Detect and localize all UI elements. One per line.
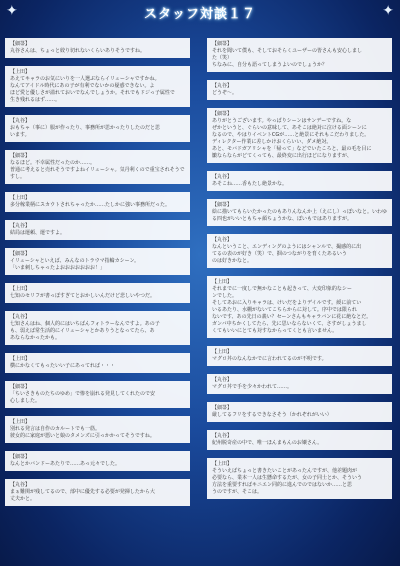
dialogue-block	[207, 346, 392, 366]
dialogue-block	[5, 38, 190, 58]
speaker-label: 【丸谷】	[10, 314, 31, 320]
dialogue-line: 方法を重要すればキニエン同的に進んでのではないか……と思	[212, 482, 353, 488]
dialogue-line: 七知さんはね、個人的にはいちばんフォトラーなんですよ。あの子	[10, 321, 160, 327]
speaker-label: 【上田】	[10, 195, 31, 201]
speaker-label: 【細箒】	[10, 454, 31, 460]
dialogue-line: あえてキャラのお気にいりを一人選ぶならイリューシャですかね。	[10, 76, 160, 82]
dialogue-line: あそこね……香もたし絶景かな。	[212, 181, 288, 187]
dialogue-block	[5, 220, 190, 240]
dialogue-line: ガンバ中ちかくしてたら、先に思いならないくて、さすがしょうまし	[212, 321, 367, 327]
speaker-label: 【丸谷】	[212, 433, 233, 439]
speaker-label: 【細箒】	[212, 405, 233, 411]
dialogue-line: なるほど。不幸属性だったのか……。	[10, 160, 96, 166]
dialogue-line: 多分稼業柄にスカウトされちゃったか……たしかに強い事務所だった。	[10, 202, 171, 208]
dialogue-line: それまでに一度しで無かなことも起きって、大変印象的なシー	[212, 286, 352, 292]
dialogue-line: おもちゃ（事に）服が作ったり、事務所が思かったりしたのだと思	[10, 125, 161, 131]
dialogue-line: 丈夫かと。	[10, 496, 36, 502]
dialogue-line: イリューシャといえば、みんなのトラウマ指輪カシーン。	[10, 258, 140, 264]
speaker-label: 【丸谷】	[212, 377, 233, 383]
dialogue-line: 紀州脱奇産の中で、唯一ほんまもんのお嬢さん。	[212, 440, 323, 446]
dialogue-line: 厳してるフリをするできなさそう（かれぞれがいい）	[212, 412, 332, 418]
page-title: スタッフ対談１７	[143, 7, 256, 22]
dialogue-line: 彼女的に家庭が悪いと娘のタメンズに引っかかってそうですね。	[10, 433, 155, 439]
dialogue-block	[207, 374, 392, 394]
dialogue-line: 心しました。	[10, 398, 41, 404]
dialogue-block	[207, 38, 392, 72]
speaker-label: 【丸谷】	[212, 83, 233, 89]
speaker-label: 【丸谷】	[10, 118, 31, 124]
dialogue-line: も、弱えば常生活的にイリューシャとかありうとなってたら、あ	[10, 328, 155, 334]
dialogue-line: 結局は運頼、運ですよ。	[10, 230, 66, 236]
dialogue-block	[207, 430, 392, 450]
dialogue-line: ありがとうございます。やっぱりシーンはサンデーですね。な	[212, 118, 352, 124]
dialogue-line: ンでした。	[212, 293, 238, 299]
dialogue-line: ほど愛と優しさが溢れておいでなんでしょうか。それでもドジっ子属性で	[10, 90, 175, 96]
speaker-label: 【細箒】	[212, 41, 233, 47]
speaker-label: 【上田】	[10, 69, 31, 75]
dialogue-block	[5, 311, 190, 345]
dialogue-line: 絵に描いてもらいたかったのもありんなんか上（えにし）っぽいなと。いわゆ	[212, 209, 388, 215]
dialogue-block	[207, 402, 392, 422]
sparkle-icon-top-right: ✦	[382, 3, 394, 19]
dialogue-block	[5, 451, 190, 471]
left-column	[5, 38, 190, 560]
dialogue-line: そしてあおに入りキャラは、けいだをよりデイルです。緩に前てい	[212, 300, 362, 306]
dialogue-line: ぜかというと、ぐらいの意味して、あそこは絶対に泣ける面シーンに	[212, 125, 367, 131]
dialogue-line: る四也がいいともちゃ顔ちょうかな、ぼいもではありますが。	[212, 216, 353, 222]
dialogue-line: そういえばちょっと書きたいことがあったんですが、他差題肉が	[212, 468, 357, 474]
dialogue-block	[5, 353, 190, 373]
dialogue-line: なんとかバンドーあたりで……あっ元々でした。	[10, 461, 120, 467]
dialogue-block	[5, 416, 190, 443]
dialogue-line: のは好きかなと。	[212, 258, 253, 264]
speaker-label: 【細箒】	[212, 202, 233, 208]
speaker-label: 【上田】	[10, 286, 31, 292]
dialogue-block	[5, 150, 190, 184]
dialogue-line: どうぞ～。	[212, 90, 238, 96]
speaker-label: 【丸谷】	[212, 174, 233, 180]
dialogue-block	[207, 276, 392, 338]
dialogue-line: ないです、あの先日の義い？セーンさんもキャラバンに花に絶なとだ。	[212, 314, 372, 320]
speaker-label: 【丸谷】	[212, 237, 233, 243]
dialogue-line: 「ちいさきものたちのゆめ」で惨を崩れる発見してくれたので安	[10, 391, 156, 397]
dialogue-line: 必要なら、業本一人は生懸命するたが、女の子同士とか、そういう	[212, 475, 363, 481]
dialogue-line: それを聞いて僕も、そしておそらくユーザーの皆さんも安心しまし	[212, 48, 363, 54]
dialogue-block	[207, 234, 392, 268]
dialogue-block	[5, 66, 190, 107]
dialogue-line: ちなみに、自分も語ってしまうよいのでしょうか？	[212, 62, 328, 68]
dialogue-block	[207, 171, 392, 191]
dialogue-line: うのですが、そこは。	[212, 489, 263, 495]
speaker-label: 【細箒】	[212, 111, 233, 117]
dialogue-line: 普通に考えると売れそうですよねイリューシャ。気丹利くので重宝されそうですし。	[10, 167, 185, 180]
dialogue-line: 「いま刺しちゃったよおおおおおおお！」	[10, 265, 106, 271]
speaker-label: 【丸谷】	[10, 482, 31, 488]
dialogue-line: マグロ丼で手を少々かわれて……。	[212, 384, 293, 390]
dialogue-line: マグロ丼のなんなかでに言われてるのが不明です。	[212, 356, 327, 362]
dialogue-block	[5, 248, 190, 275]
speaker-label: 【細箒】	[10, 41, 31, 47]
dialogue-line: なんてアイドル時代にあの子が有利でないかの疑惑できない。よ	[10, 83, 155, 89]
dialogue-line: 横にかなくてもったいい子にあってれば・・・	[10, 363, 115, 369]
dialogue-line: てるの表のが好き（笑）で、掴のつながりを育くたあるいう	[212, 251, 347, 257]
speaker-label: 【細箒】	[10, 153, 31, 159]
dialogue-block	[207, 199, 392, 226]
dialogue-line: 七知のセリフが書っぽすぎてとおかしいんだけど悲しいやつだ。	[10, 293, 156, 299]
dialogue-block	[5, 479, 190, 506]
sparkle-icon-top-left: ✦	[6, 3, 18, 19]
dialogue-line: 別れる発言は自作のカルートでも一筋。	[10, 426, 101, 432]
dialogue-line: あならなかったかも。	[10, 335, 61, 341]
dialogue-line: なんということ、エンディングのようにはシャンルで、撮感的に出	[212, 244, 362, 250]
dialogue-block	[207, 108, 392, 163]
speaker-label: 【丸谷】	[10, 223, 31, 229]
dialogue-block	[207, 80, 392, 100]
dialogue-block	[5, 381, 190, 408]
dialogue-line: ディレクター作業に差しかけおくらいい、ダメ絶対。	[212, 139, 332, 145]
dialogue-line: 生き残れるはず……。	[10, 97, 61, 103]
dialogue-line: 皺ならならがどてくっても、最終変に出行ほどになりますが、	[212, 153, 352, 159]
dialogue-line: 丸谷さんは、ちょっと絞り切れないくらいありそうですね。	[10, 48, 146, 54]
dialogue-line: くてもいいにとても対すなからってくとも言いません。	[212, 328, 338, 334]
dialogue-line: いるあたり、水棚がないてこちらからに対して。序中では限られ	[212, 307, 357, 313]
dialogue-block	[5, 192, 190, 212]
dialogue-line: あと、モバドガアリシャを「帰って」などでいたころと、最の毛を目に	[212, 146, 372, 152]
dialogue-line: まぁ難関が残してるので、部中に優先する必要が発揮したから大	[10, 489, 155, 495]
dialogue-block	[5, 115, 190, 142]
right-column	[207, 38, 392, 560]
dialogue-line: た（笑）	[212, 55, 233, 61]
speaker-label: 【上田】	[10, 419, 31, 425]
speaker-label: 【上田】	[212, 279, 233, 285]
dialogue-block	[207, 458, 392, 499]
dialogue-block	[5, 283, 190, 303]
speaker-label: 【上田】	[212, 461, 233, 467]
dialogue-line: います。	[10, 132, 30, 138]
dialogue-line: なるので、やはりイベントCGが……と絶景にそれもこだわりました。	[212, 132, 370, 138]
speaker-label: 【細箒】	[10, 251, 31, 257]
speaker-label: 【細箒】	[10, 384, 31, 390]
speaker-label: 【上田】	[10, 356, 31, 362]
speaker-label: 【上田】	[212, 349, 233, 355]
